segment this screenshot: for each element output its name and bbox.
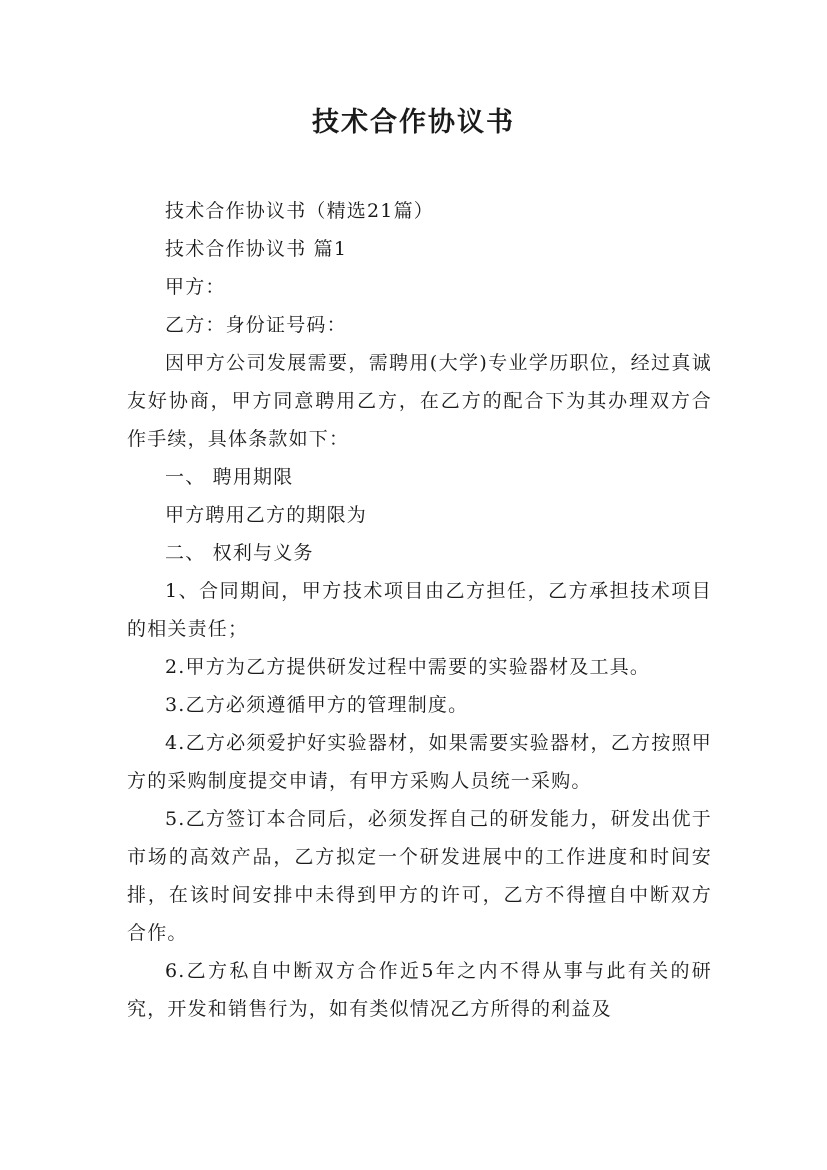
document-title: 技术合作协议书 — [312, 107, 515, 138]
document-body — [127, 192, 712, 1028]
paragraph-party-b: 乙方：身份证号码： — [165, 314, 347, 336]
paragraph-intro: 因甲方公司发展需要，需聘用(大学)专业学历职位，经过真诚友好协商，甲方同意聘用乙方，在乙方的配合下为其办理双方合作手续，具体条款如下： — [127, 352, 712, 450]
paragraph-clause-1-body: 甲方聘用乙方的期限为 — [165, 504, 368, 526]
paragraph-item-2: 2.甲方为乙方提供研发过程中需要的实验器材及工具。 — [165, 656, 651, 678]
paragraph-item-1: 1、合同期间，甲方技术项目由乙方担任，乙方承担技术项目的相关责任； — [127, 580, 712, 640]
paragraph-heading: 技术合作协议书（精选21篇） — [165, 200, 434, 222]
paragraph-item-5: 5.乙方签订本合同后，必须发挥自己的研发能力，研发出优于市场的高效产品，乙方拟定一个研发进展中的工作进度和时间安排，在该时间安排中未得到甲方的许可，乙方不得擅自中断双方合作。 — [127, 808, 712, 944]
paragraph-section-title: 技术合作协议书 篇1 — [165, 238, 348, 260]
paragraph-clause-1-title: 一、 聘用期限 — [165, 466, 294, 488]
paragraph-item-4: 4.乙方必须爱护好实验器材，如果需要实验器材，乙方按照甲方的采购制度提交申请，有甲方采购人员统一采购。 — [127, 732, 712, 792]
paragraph-item-3: 3.乙方必须遵循甲方的管理制度。 — [165, 694, 469, 716]
paragraph-party-a: 甲方： — [165, 276, 226, 298]
paragraph-item-6: 6.乙方私自中断双方合作近5年之内不得从事与此有关的研究，开发和销售行为，如有类似情况乙方所得的利益及 — [127, 960, 712, 1020]
paragraph-clause-2-title: 二、 权利与义务 — [165, 542, 314, 564]
